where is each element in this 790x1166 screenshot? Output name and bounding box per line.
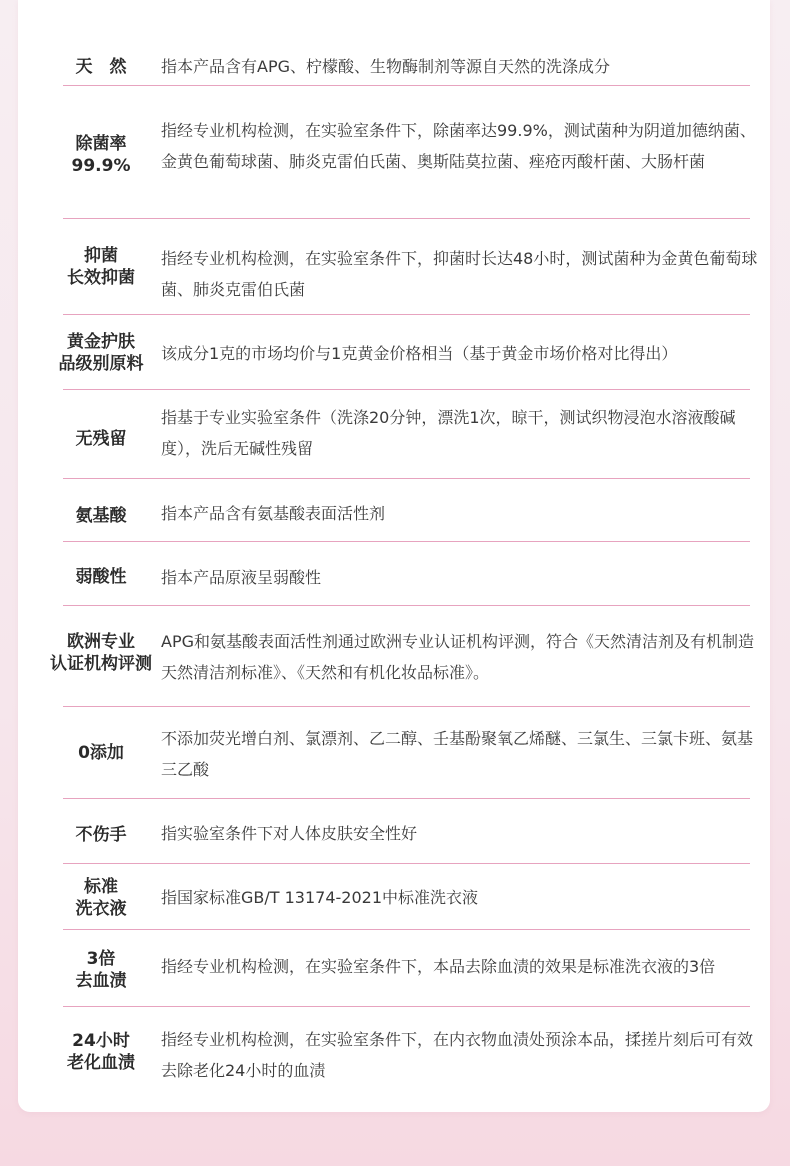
desc-24h-aged-blood: 指经专业机构检测，在实验室条件下，在内衣物血渍处预涂本品，揉搓片刻后可有效去除老化24小时的血渍 (161, 1030, 754, 1080)
row-divider (63, 541, 750, 542)
row-divider (63, 706, 750, 707)
row-divider (63, 389, 750, 390)
desc-gentle-on-hands: 指实验室条件下对人体皮肤安全性好 (161, 824, 418, 843)
desc-zero-additives: 不添加荧光增白剂、氯漂剂、乙二醇、壬基酚聚氧乙烯醚、三氯生、三氯卡班、氨基三乙酸 (161, 729, 754, 779)
term-zero-additives: 0添加 (78, 743, 124, 763)
desc-amino-acid: 指本产品含有氨基酸表面活性剂 (161, 504, 386, 523)
row-divider (63, 1006, 750, 1007)
desc-no-residue: 指基于专业实验室条件（洗涤20分钟，漂洗1次，晾干，测试织物浸泡水溶液酸碱度），洗后无碱性残留 (161, 408, 736, 458)
term-weak-acid: 弱酸性 (75, 567, 127, 587)
term-eu-certification: 欧洲专业 认证机构评测 (50, 632, 152, 674)
term-amino-acid: 氨基酸 (75, 506, 127, 526)
row-divider (63, 85, 750, 86)
desc-3x-blood-stain: 指经专业机构检测，在实验室条件下，本品去除血渍的效果是标准洗衣液的3倍 (161, 957, 716, 976)
desc-natural: 指本产品含有APG、柠檬酸、生物酶制剂等源自天然的洗涤成分 (161, 57, 610, 76)
term-24h-aged-blood: 24小时 老化血渍 (67, 1031, 135, 1073)
term-sterilization-rate: 除菌率 99.9% (71, 134, 131, 176)
desc-standard-detergent: 指国家标准GB/T 13174-2021中标准洗衣液 (161, 888, 479, 907)
desc-sterilization-rate: 指经专业机构检测，在实验室条件下，除菌率达99.9%，测试菌种为阴道加德纳菌、金黄色葡萄球菌、肺炎克雷伯氏菌、奥斯陆莫拉菌、痤疮丙酸杆菌、大肠杆菌 (161, 121, 756, 171)
term-gold-grade: 黄金护肤 品级别原料 (58, 332, 144, 374)
desc-antibacterial: 指经专业机构检测，在实验室条件下，抑菌时长达48小时，测试菌种为金黄色葡萄球菌、肺炎克雷伯氏菌 (161, 249, 758, 299)
term-antibacterial: 抑菌 长效抑菌 (67, 246, 135, 288)
desc-gold-grade: 该成分1克的市场均价与1克黄金价格相当（基于黄金市场价格对比得出） (161, 344, 678, 363)
term-3x-blood-stain: 3倍 去血渍 (75, 949, 127, 991)
term-natural: 天 然 (75, 57, 127, 77)
term-no-residue: 无残留 (75, 429, 127, 449)
row-divider (63, 798, 750, 799)
claims-table-card (18, 0, 770, 1112)
row-divider (63, 314, 750, 315)
desc-weak-acid: 指本产品原液呈弱酸性 (161, 568, 322, 587)
row-divider (63, 478, 750, 479)
row-divider (63, 929, 750, 930)
row-divider (63, 218, 750, 219)
term-gentle-on-hands: 不伤手 (75, 825, 127, 845)
term-standard-detergent: 标准 洗衣液 (75, 877, 127, 919)
desc-eu-certification: APG和氨基酸表面活性剂通过欧洲专业认证机构评测，符合《天然清洁剂及有机制造天然清洁剂标准》、《天然和有机化妆品标准》。 (161, 632, 754, 682)
row-divider (63, 605, 750, 606)
row-divider (63, 863, 750, 864)
